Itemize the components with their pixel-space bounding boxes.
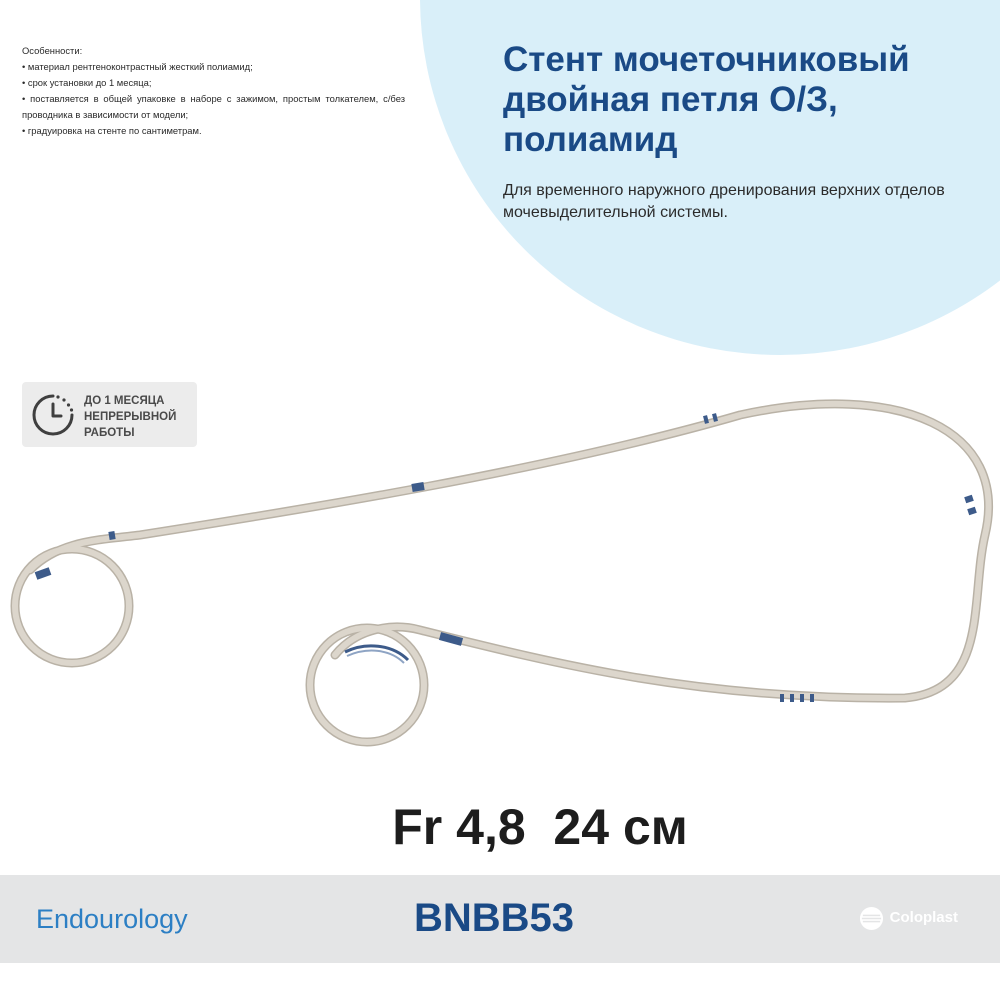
badge-line: ДО 1 МЕСЯЦА <box>84 395 165 407</box>
company-name: Coloplast <box>889 909 958 926</box>
feature-item: • градуировка на стенте по сантиметрам. <box>22 123 405 139</box>
features-block <box>22 43 405 139</box>
features-title: Особенности: <box>22 45 83 56</box>
badge-line: НЕПРЕРЫВНОЙ <box>84 411 177 423</box>
badge-line: РАБОТЫ <box>84 427 135 439</box>
product-title: Стент мочеточниковый двойная петля О/З, полиамид <box>503 40 910 159</box>
stent-illustration <box>0 390 1000 770</box>
sku-code: BNBB53 <box>413 896 575 940</box>
feature-item: • материал рентгеноконтрастный жесткий полиамид; <box>22 59 405 75</box>
brand-name: Endourology <box>36 904 188 934</box>
size-label: Fr 4,8 24 см <box>392 799 688 855</box>
feature-item: • поставляется в общей упаковке в наборе с зажимом, простым толкателем, с/без проводника в зависимости от модели; <box>22 91 405 123</box>
feature-item: • срок установки до 1 месяца; <box>22 75 405 91</box>
features-list <box>22 59 405 139</box>
coloplast-logo-icon <box>859 906 884 931</box>
product-description: Для временного наружного дренирования верхних отделов мочевыделительной системы. <box>503 182 945 221</box>
footer-bar <box>0 875 1000 963</box>
company-logo <box>859 905 958 931</box>
